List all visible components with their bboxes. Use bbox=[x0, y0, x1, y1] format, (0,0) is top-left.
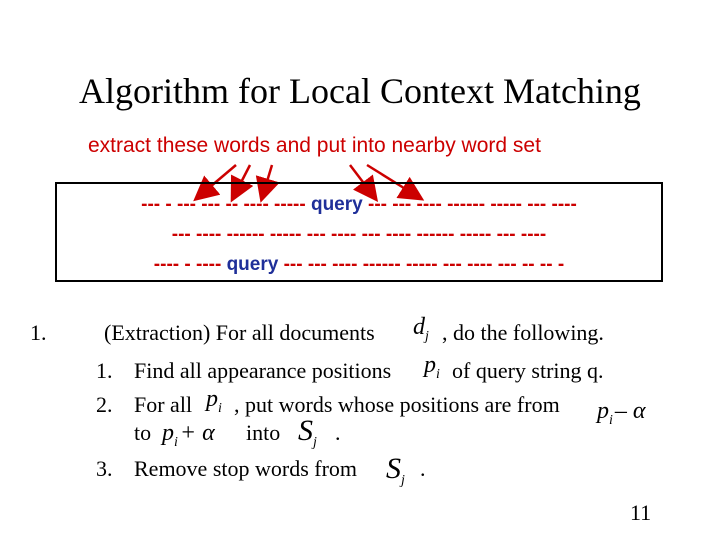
substep3-text: Remove stop words from bbox=[134, 456, 358, 481]
query-word: query bbox=[310, 194, 363, 215]
math-p-i: $p_i$ bbox=[424, 352, 440, 382]
query-word: query bbox=[226, 254, 279, 275]
substep-number: 3. bbox=[96, 456, 113, 481]
substep2-line2-a: to bbox=[134, 420, 152, 445]
substep-number: 2. bbox=[96, 392, 113, 417]
math-p-i-minus-alpha: $p_i$ – α bbox=[597, 398, 646, 428]
page-number: 11 bbox=[630, 500, 652, 525]
substep-number: 1. bbox=[96, 358, 113, 383]
substep3-after: . bbox=[420, 456, 426, 481]
snippet-line-1 bbox=[57, 194, 661, 216]
text-snippet-box bbox=[55, 182, 663, 282]
step1-text: (Extraction) For all documents bbox=[104, 320, 375, 345]
math-S-j: $S_j$ bbox=[298, 414, 317, 450]
step-number: 1. bbox=[30, 320, 47, 345]
math-p-i-plus-alpha: $p_i$ + α bbox=[162, 420, 215, 450]
math-S-j: $S_j$ bbox=[386, 452, 405, 488]
snippet-dashes: --- --- ---- ------ ----- --- ---- bbox=[362, 194, 577, 215]
slide-title: Algorithm for Local Context Matching bbox=[79, 71, 641, 111]
math-d: $d_j$ bbox=[413, 314, 429, 344]
substep2-text-b: , put words whose positions are from bbox=[234, 392, 560, 417]
step1-text-after: , do the following. bbox=[442, 320, 604, 345]
snippet-dashes: --- - --- --- -- ---- ----- bbox=[141, 194, 311, 215]
extraction-caption: extract these words and put into nearby word set bbox=[88, 134, 541, 157]
substep1-text: Find all appearance positions bbox=[134, 358, 392, 383]
substep2-text-a: For all bbox=[134, 392, 193, 417]
substep2-line2-b: into bbox=[246, 420, 281, 445]
substep1-after: of query string q. bbox=[452, 358, 604, 383]
math-p-i: $p_i$ bbox=[206, 386, 222, 416]
snippet-dashes: --- --- ---- ------ ----- --- ---- --- -- -- - bbox=[278, 254, 565, 275]
snippet-line-2: --- ---- ------ ----- --- ---- --- ---- ------ ----- --- ---- bbox=[171, 224, 547, 245]
snippet-dashes: ---- - ---- bbox=[153, 254, 227, 275]
substep2-line2-c: . bbox=[335, 420, 341, 445]
snippet-line-3 bbox=[57, 254, 661, 276]
